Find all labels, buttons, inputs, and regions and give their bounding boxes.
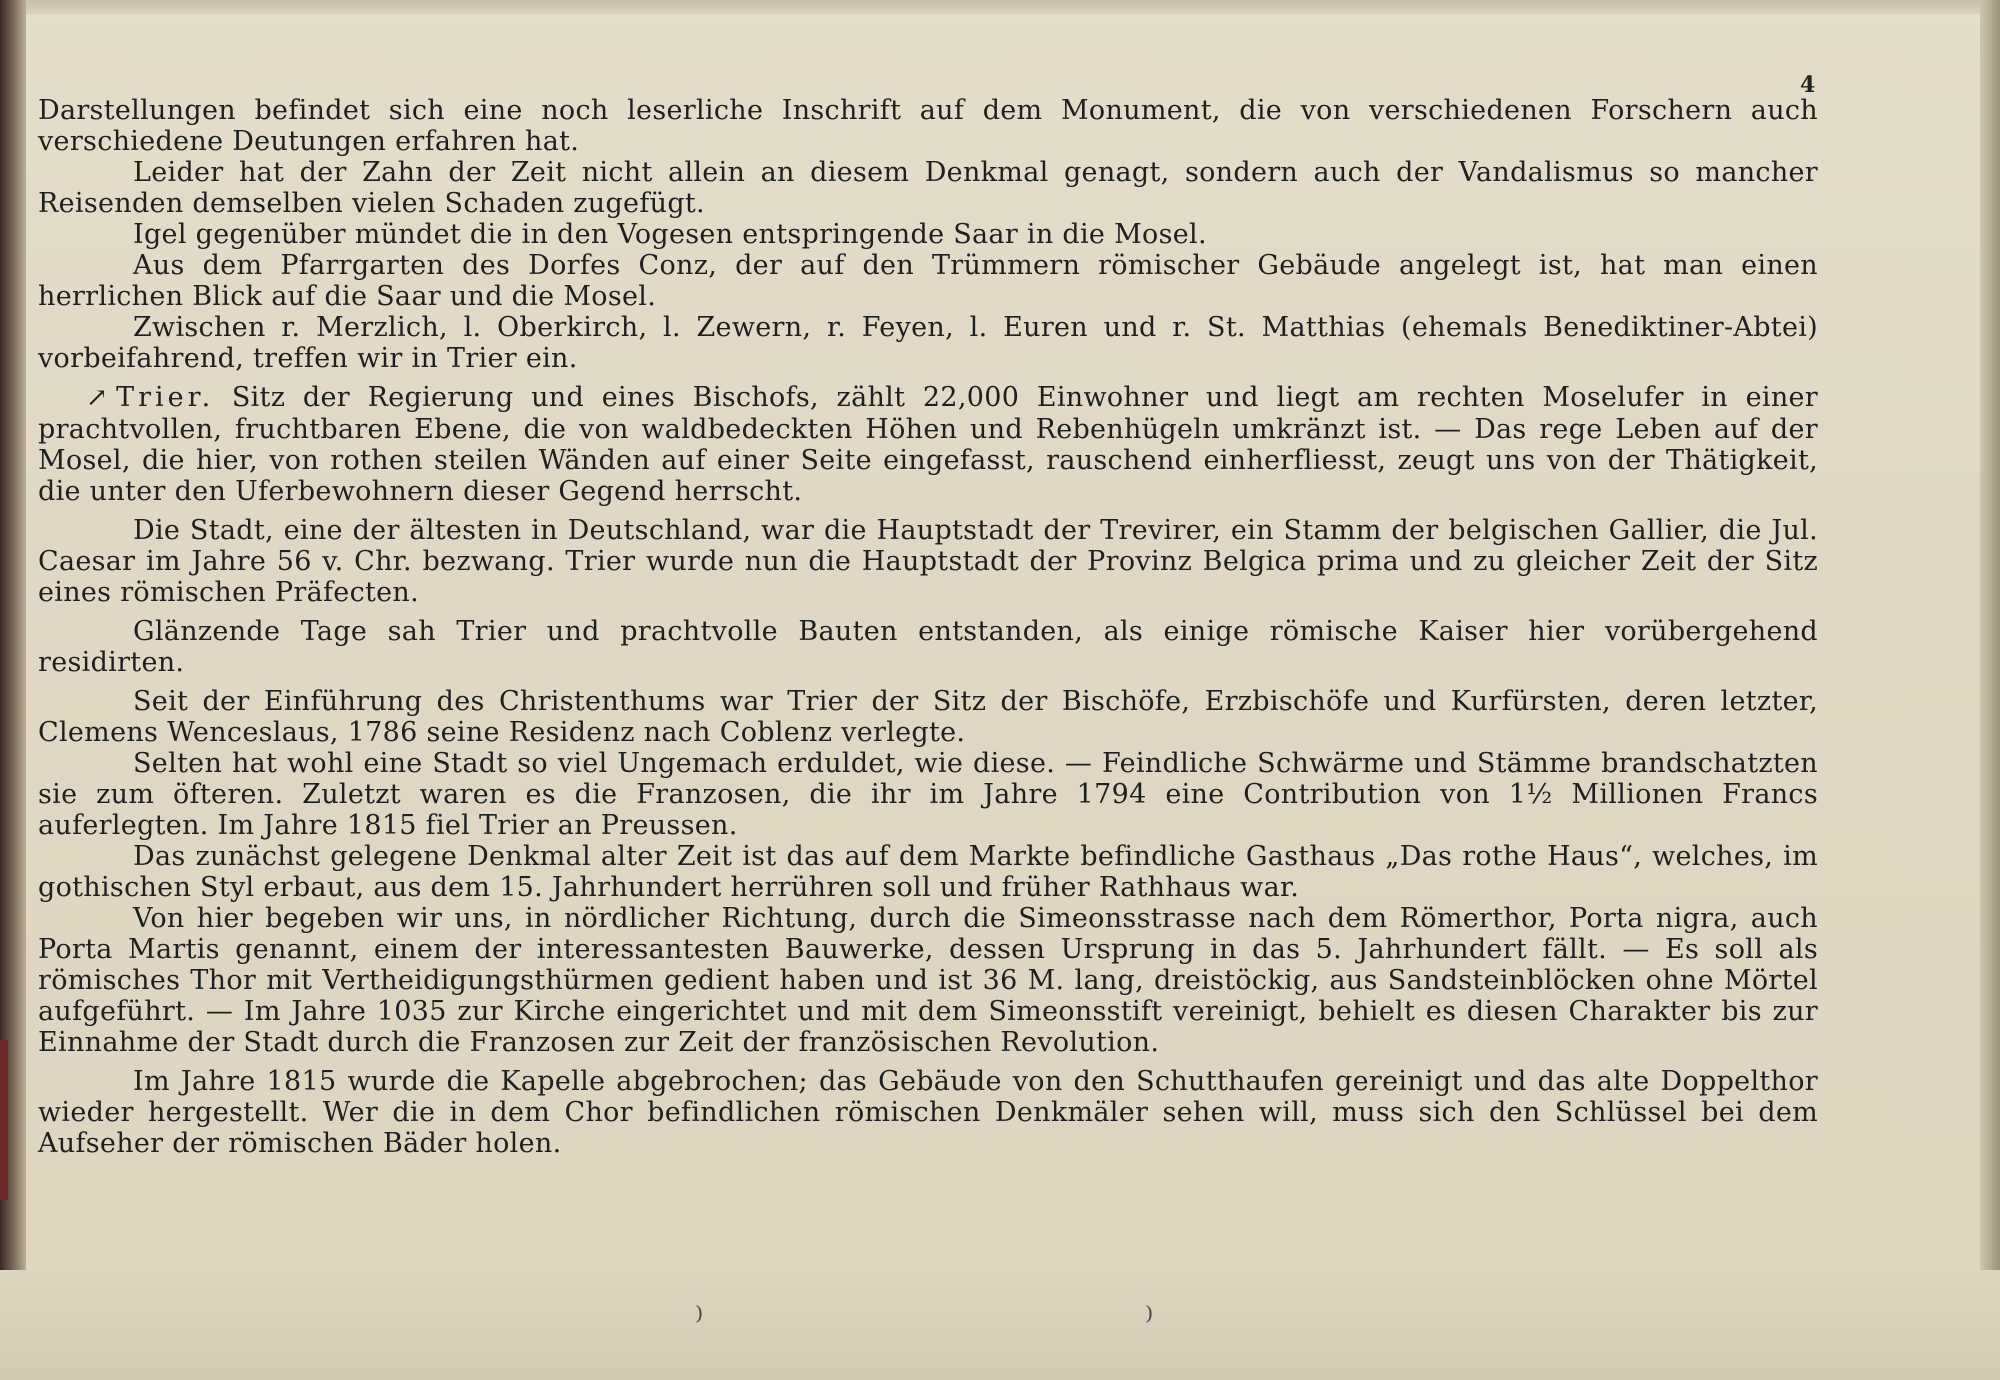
page-top-edge — [0, 0, 2000, 14]
steamer-arrow-icon: ↗ — [86, 383, 109, 413]
paragraph: Darstellungen befindet sich eine noch leserliche Inschrift auf dem Monument, die von verschiedenen Forschern auch verschiedene Deutungen erfahren hat. — [38, 95, 1818, 157]
page-binding-edge — [0, 0, 26, 1380]
paragraph: Zwischen r. Merzlich, l. Oberkirch, l. Zewern, r. Feyen, l. Euren und r. St. Matthias (ehemals Benediktiner-Abtei) vorbeifahrend, treffen wir in Trier ein. — [38, 312, 1818, 374]
paragraph: Seit der Einführung des Christenthums war Trier der Sitz der Bischöfe, Erzbischöfe und Kurfürsten, deren letzter, Clemens Wenceslaus, 1786 seine Residenz nach Coblenz verlegte. — [38, 686, 1818, 748]
paragraph: Das zunächst gelegene Denkmal alter Zeit ist das auf dem Markte befindliche Gasthaus „Das rothe Haus“, welches, im gothischen Styl erbaut, aus dem 15. Jahrhundert herrühren soll und früher Rathhaus war. — [38, 841, 1818, 903]
paragraph: Im Jahre 1815 wurde die Kapelle abgebrochen; das Gebäude von den Schutthaufen gereinigt und das alte Doppelthor wieder hergestellt. Wer die in dem Chor befindlichen römischen Denkmäler sehen will, muss sich den Schlüssel bei dem Aufseher der römischen Bäder holen. — [38, 1066, 1818, 1159]
heading-trier: Trier. — [116, 382, 215, 413]
binding-red-strip — [0, 1040, 8, 1200]
ink-smudge-mark: ⁾ — [1145, 1300, 1154, 1340]
paragraph: Glänzende Tage sah Trier und prachtvolle Bauten entstanden, als einige römische Kaiser hier vorübergehend residirten. — [38, 616, 1818, 678]
paragraph-trier — [38, 382, 1818, 507]
page-bottom-margin — [0, 1270, 2000, 1380]
page-number: 4 — [1800, 72, 1816, 98]
ink-smudge-mark: ⁾ — [695, 1300, 704, 1340]
paragraph: Selten hat wohl eine Stadt so viel Ungemach erduldet, wie diese. — Feindliche Schwärme und Stämme brandschatzten sie zum öfteren. Zuletzt waren es die Franzosen, die ihr im Jahre 1794 eine Contribution von 1½ Millionen Francs auferlegten. Im Jahre 1815 fiel Trier an Preussen. — [38, 748, 1818, 841]
paragraph: Leider hat der Zahn der Zeit nicht allein an diesem Denkmal genagt, sondern auch der Vandalismus so mancher Reisenden demselben vielen Schaden zugefügt. — [38, 157, 1818, 219]
paragraph: Aus dem Pfarrgarten des Dorfes Conz, der auf den Trümmern römischer Gebäude angelegt ist, hat man einen herrlichen Blick auf die Saar und die Mosel. — [38, 250, 1818, 312]
paragraph-trier-text: Sitz der Regierung und eines Bischofs, zählt 22,000 Einwohner und liegt am rechten Moselufer in einer prachtvollen, fruchtbaren Ebene, die von waldbedeckten Höhen und Rebenhügeln umkränzt ist. — Das rege Leben auf der Mosel, die hier, von rothen steilen Wänden auf einer Seite eingefasst, rauschend einherfliesst, zeugt uns von der Thätigkeit, die unter den Uferbewohnern dieser Gegend herrscht. — [38, 382, 1818, 507]
paragraph: Igel gegenüber mündet die in den Vogesen entspringende Saar in die Mosel. — [133, 219, 1207, 250]
page-right-edge — [1980, 0, 2000, 1380]
body-text — [38, 95, 1818, 1159]
paragraph: Von hier begeben wir uns, in nördlicher Richtung, durch die Simeonsstrasse nach dem Römerthor, Porta nigra, auch Porta Martis genannt, einem der interessantesten Bauwerke, dessen Ursprung in das 5. Jahrhundert fällt. — Es soll als römisches Thor mit Vertheidigungsthürmen gedient haben und ist 36 M. lang, dreistöckig, aus Sandsteinblöcken ohne Mörtel aufgeführt. — Im Jahre 1035 zur Kirche eingerichtet und mit dem Simeonsstift vereinigt, behielt es diesen Charakter bis zur Einnahme der Stadt durch die Franzosen zur Zeit der französischen Revolution. — [38, 903, 1818, 1058]
paragraph: Die Stadt, eine der ältesten in Deutschland, war die Hauptstadt der Trevirer, ein Stamm der belgischen Gallier, die Jul. Caesar im Jahre 56 v. Chr. bezwang. Trier wurde nun die Hauptstadt der Provinz Belgica prima und zu gleicher Zeit der Sitz eines römischen Präfecten. — [38, 515, 1818, 608]
